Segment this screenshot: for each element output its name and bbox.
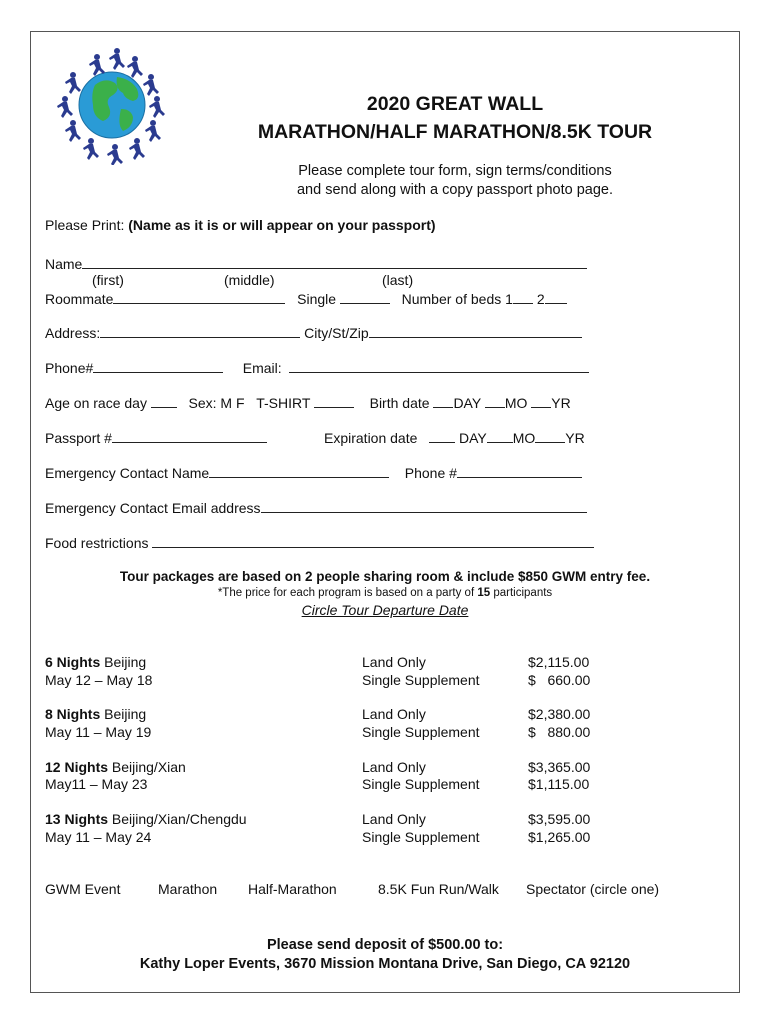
package-title	[45, 759, 186, 775]
exp-day-label: DAY	[458, 430, 487, 446]
packages-heading: Tour packages are based on 2 people sharing room & include $850 GWM entry fee.	[119, 569, 651, 584]
beds-two-label: 2	[536, 291, 545, 307]
deposit-instruction: Please send deposit of $500.00 to:	[266, 937, 504, 953]
city-label: City/St/Zip	[304, 325, 369, 341]
event-option-fun-run[interactable]: 8.5K Fun Run/Walk	[378, 881, 499, 897]
beds-two-field[interactable]	[545, 290, 567, 304]
single-price: $ 880.00	[528, 724, 591, 740]
land-only-label: Land Only	[362, 811, 426, 827]
emergency-email-label: Emergency Contact Email address	[45, 500, 261, 516]
event-option-spectator[interactable]: Spectator (circle one)	[526, 881, 660, 897]
middle-label: (middle)	[224, 272, 275, 288]
package-dates[interactable]: May11 – May 23	[45, 776, 148, 792]
package-city: Beijing	[104, 706, 147, 722]
beds-label: Number of beds 1	[401, 291, 513, 307]
emergency-name-label: Emergency Contact Name	[45, 465, 210, 481]
tshirt-label: T-SHIRT	[256, 395, 311, 411]
print-prefix: Please Print:	[45, 217, 125, 233]
event-option-half-marathon[interactable]: Half-Marathon	[248, 881, 337, 897]
emergency-email-field[interactable]	[261, 499, 587, 513]
land-only-label: Land Only	[362, 706, 426, 722]
packages-note-count: 15	[477, 587, 491, 599]
address-row	[45, 324, 582, 341]
expiration-label: Expiration date	[324, 430, 418, 446]
first-label: (first)	[92, 272, 124, 288]
package-dates[interactable]: May 11 – May 19	[45, 724, 152, 740]
land-only-label: Land Only	[362, 654, 426, 670]
food-field[interactable]	[152, 534, 594, 548]
sex-label[interactable]: Sex: M F	[188, 395, 245, 411]
package-nights: 12 Nights	[45, 759, 109, 775]
birth-mo-field[interactable]	[485, 394, 505, 408]
roommate-label: Roommate	[45, 291, 114, 307]
land-price: $3,595.00	[528, 811, 591, 827]
single-field[interactable]	[340, 290, 390, 304]
exp-mo-label: MO	[512, 430, 536, 446]
instructions-line-1: Please complete tour form, sign terms/conditions	[298, 163, 612, 179]
package-nights: 6 Nights	[45, 654, 101, 670]
title-line-1: 2020 GREAT WALL	[366, 93, 544, 115]
beds-one-field[interactable]	[513, 290, 533, 304]
expiration-row	[324, 429, 585, 446]
packages-note	[0, 587, 770, 599]
package-dates[interactable]: May 11 – May 24	[45, 829, 152, 845]
emergency-row	[45, 464, 582, 481]
age-row	[45, 394, 571, 411]
single-price: $1,115.00	[528, 776, 590, 792]
exp-yr-label: YR	[565, 430, 585, 446]
food-row	[45, 534, 594, 551]
name-field[interactable]	[82, 255, 587, 269]
globe-runners-logo	[55, 45, 170, 165]
single-supplement-label: Single Supplement	[362, 724, 480, 740]
phone-label: Phone#	[45, 360, 94, 376]
passport-label: Passport #	[45, 430, 112, 446]
phone-field[interactable]	[93, 359, 223, 373]
circle-departure-note: Circle Tour Departure Date	[301, 602, 469, 618]
birth-label: Birth date	[369, 395, 430, 411]
emergency-email-row	[45, 499, 587, 516]
address-label: Address:	[45, 325, 101, 341]
single-price: $1,265.00	[528, 829, 591, 845]
birth-yr-label: YR	[551, 395, 571, 411]
name-row	[45, 255, 587, 272]
passport-row	[45, 429, 267, 446]
emergency-phone-field[interactable]	[457, 464, 582, 478]
tshirt-field[interactable]	[314, 394, 354, 408]
title-line-2: MARATHON/HALF MARATHON/8.5K TOUR	[257, 121, 653, 143]
email-label: Email:	[242, 360, 282, 376]
single-label: Single	[297, 291, 337, 307]
package-nights: 8 Nights	[45, 706, 101, 722]
deposit-address: Kathy Loper Events, 3670 Mission Montana Drive, San Diego, CA 92120	[139, 956, 631, 972]
land-only-label: Land Only	[362, 759, 426, 775]
package-dates[interactable]: May 12 – May 18	[45, 672, 153, 688]
age-label: Age on race day	[45, 395, 147, 411]
passport-field[interactable]	[112, 429, 267, 443]
last-label: (last)	[382, 272, 414, 288]
birth-day-label: DAY	[453, 395, 481, 411]
address-field[interactable]	[100, 324, 300, 338]
phone-email-row	[45, 359, 589, 376]
single-price: $ 660.00	[528, 672, 591, 688]
birth-yr-field[interactable]	[531, 394, 551, 408]
package-city: Beijing/Xian/Chengdu	[111, 811, 247, 827]
package-city: Beijing	[104, 654, 147, 670]
single-supplement-label: Single Supplement	[362, 776, 480, 792]
age-field[interactable]	[151, 394, 177, 408]
event-option-marathon[interactable]: Marathon	[158, 881, 218, 897]
packages-note-prefix: *The price for each program is based on a party of	[217, 587, 475, 599]
exp-day-field[interactable]	[429, 429, 455, 443]
birth-mo-label: MO	[504, 395, 528, 411]
package-title	[45, 706, 146, 722]
name-label: Name	[45, 256, 83, 272]
single-supplement-label: Single Supplement	[362, 829, 480, 845]
packages-note-suffix: participants	[493, 587, 553, 599]
print-note: (Name as it is or will appear on your passport)	[128, 217, 436, 233]
roommate-row	[45, 290, 567, 307]
single-supplement-label: Single Supplement	[362, 672, 480, 688]
city-field[interactable]	[369, 324, 582, 338]
emergency-name-field[interactable]	[209, 464, 389, 478]
food-label: Food restrictions	[45, 535, 149, 551]
package-city: Beijing/Xian	[111, 759, 186, 775]
exp-yr-field[interactable]	[535, 429, 565, 443]
email-field[interactable]	[289, 359, 589, 373]
instructions-line-2: and send along with a copy passport photo page.	[296, 182, 613, 198]
package-title	[45, 654, 146, 670]
roommate-field[interactable]	[113, 290, 285, 304]
print-instruction	[45, 217, 436, 233]
exp-mo-field[interactable]	[487, 429, 513, 443]
land-price: $2,380.00	[528, 706, 591, 722]
gwm-event-label: GWM Event	[45, 881, 121, 897]
land-price: $2,115.00	[528, 654, 590, 670]
package-title	[45, 811, 247, 827]
land-price: $3,365.00	[528, 759, 591, 775]
package-nights: 13 Nights	[45, 811, 109, 827]
emergency-phone-label: Phone #	[404, 465, 457, 481]
birth-day-field[interactable]	[433, 394, 453, 408]
